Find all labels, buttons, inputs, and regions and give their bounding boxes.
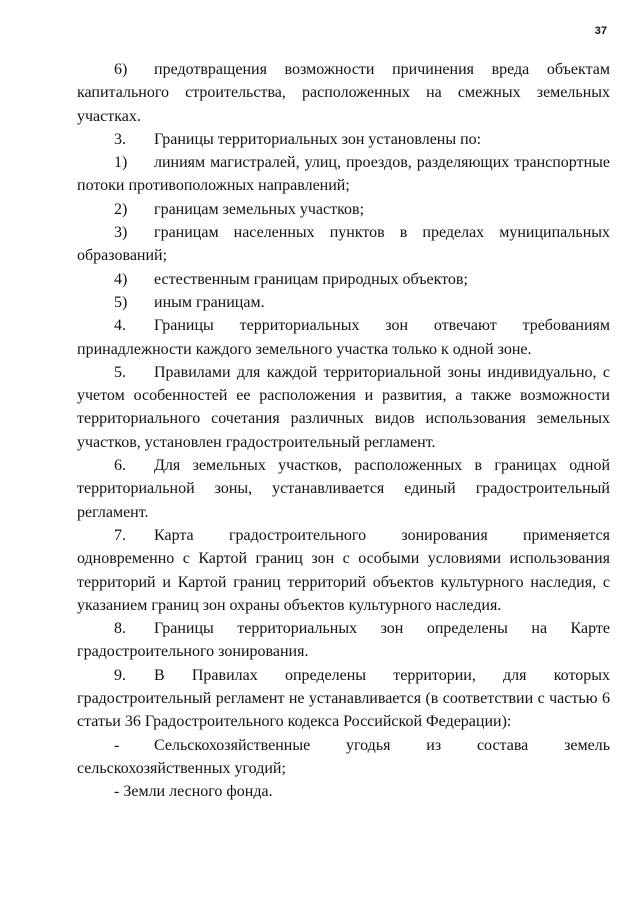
paragraph-text: Сельскохозяйственные угодья из состава земель сельскохозяйственных угодий; <box>77 736 610 777</box>
paragraph-marker: 9. <box>114 666 126 684</box>
paragraph-marker: 8. <box>114 620 126 638</box>
paragraph-section-5 <box>77 361 610 454</box>
paragraph-marker: 7. <box>114 526 126 544</box>
paragraph-marker: 5) <box>114 293 128 311</box>
paragraph-item-6 <box>77 58 610 128</box>
paragraph-text: естественным границам природных объектов; <box>154 270 468 288</box>
page-number: 37 <box>594 25 607 37</box>
paragraph-text: Границы территориальных зон отвечают требованиям принадлежности каждого земельного участка только к одной зоне. <box>77 317 610 358</box>
paragraph-section-7 <box>77 524 610 617</box>
paragraph-text: границам земельных участков; <box>154 200 365 218</box>
paragraph-marker: 3. <box>114 130 126 148</box>
paragraph-marker: 1) <box>114 154 128 172</box>
paragraph-marker: 6. <box>114 457 126 475</box>
paragraph-text: Правилами для каждой территориальной зоны индивидуально, с учетом особенностей ее расположения и развития, а также возможности территориального сочетания различных видов использования земельных участков, установлен градостроительный регламент. <box>77 363 610 451</box>
paragraph-marker: 4. <box>114 317 126 335</box>
paragraph-marker: - <box>114 736 120 754</box>
paragraph-item-2 <box>77 198 610 221</box>
paragraph-text: Для земельных участков, расположенных в границах одной территориальной зоны, устанавливается единый градостроительный регламент. <box>77 457 610 521</box>
paragraph-text: линиям магистралей, улиц, проездов, разделяющих транспортные потоки противоположных направлений; <box>77 154 610 195</box>
paragraph-section-4 <box>77 314 610 361</box>
paragraph-text: Карта градостроительного зонирования применяется одновременно с Картой границ зон с особыми условиями использования территорий и Картой границ территорий объектов культурного наследия, с указанием границ зон охраны объектов культурного наследия. <box>77 526 610 614</box>
paragraph-dash-item-agricultural <box>77 734 610 781</box>
paragraph-item-3 <box>77 221 610 268</box>
paragraph-section-9 <box>77 664 610 734</box>
document-body <box>77 58 610 804</box>
paragraph-text: иным границам. <box>154 293 265 311</box>
paragraph-marker: 6) <box>114 61 128 78</box>
paragraph-text: Границы территориальных зон определены на Карте градостроительного зонирования. <box>77 620 610 661</box>
paragraph-marker: 3) <box>114 224 128 242</box>
paragraph-text: границам населенных пунктов в пределах муниципальных образований; <box>77 224 610 265</box>
paragraph-section-8 <box>77 617 610 664</box>
paragraph-section-6 <box>77 454 610 524</box>
paragraph-text: предотвращения возможности причинения вреда объектам капитального строительства, расположенных на смежных земельных участках. <box>77 61 610 125</box>
paragraph-marker: 4) <box>114 270 128 288</box>
paragraph-item-1 <box>77 151 610 198</box>
paragraph-text: - Земли лесного фонда. <box>114 783 273 801</box>
paragraph-dash-item-forest <box>77 780 610 803</box>
paragraph-marker: 2) <box>114 200 128 218</box>
paragraph-text: В Правилах определены территории, для которых градостроительный регламент не устанавливается (в соответствии с частью 6 статьи 36 Градостроительного кодекса Российской Федерации): <box>77 666 610 731</box>
paragraph-marker: 5. <box>114 363 126 381</box>
paragraph-item-4 <box>77 268 610 291</box>
paragraph-section-3 <box>77 128 610 151</box>
paragraph-item-5 <box>77 291 610 314</box>
paragraph-text: Границы территориальных зон установлены по: <box>154 130 482 148</box>
